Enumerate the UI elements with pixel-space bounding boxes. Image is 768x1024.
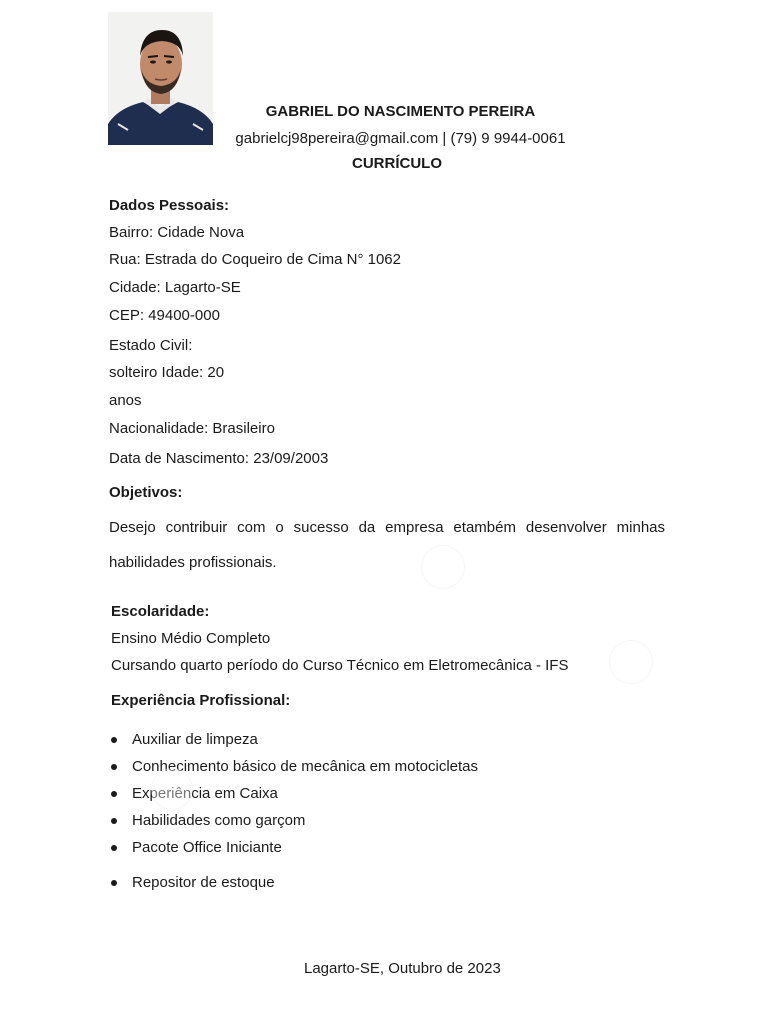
scan-artifact: [609, 640, 653, 684]
experience-item: Pacote Office Iniciante: [132, 839, 282, 856]
education-line: Ensino Médio Completo: [111, 630, 271, 647]
scan-artifact: [421, 545, 465, 589]
personal-line: Rua: Estrada do Coqueiro de Cima N° 1062: [109, 251, 401, 268]
experience-heading: Experiência Profissional:: [111, 692, 291, 709]
footer-place-date: Lagarto-SE, Outubro de 2023: [304, 960, 501, 977]
personal-line: CEP: 49400-000: [109, 307, 220, 324]
personal-line: Bairro: Cidade Nova: [109, 224, 245, 241]
contact-line: gabrielcj98pereira@gmail.com | (79) 9 9944-0061: [235, 130, 566, 147]
personal-data-heading: Dados Pessoais:: [109, 197, 230, 214]
experience-item: Auxiliar de limpeza: [132, 731, 258, 748]
profile-photo: [108, 12, 213, 145]
bullet-dot-icon: [111, 791, 117, 797]
bullet-dot-icon: [111, 737, 117, 743]
document-title: CURRÍCULO: [352, 155, 442, 172]
experience-item: Repositor de estoque: [132, 874, 275, 891]
candidate-name: GABRIEL DO NASCIMENTO PEREIRA: [265, 103, 536, 120]
objectives-heading: Objetivos:: [109, 484, 183, 501]
objectives-text-line: Desejo contribuir com o sucesso da empresa etambém desenvolver minhas: [109, 519, 665, 536]
personal-line: Cidade: Lagarto-SE: [109, 279, 241, 296]
bullet-dot-icon: [111, 880, 117, 886]
experience-item: Conhecimento básico de mecânica em motocicletas: [132, 758, 479, 775]
bullet-dot-icon: [111, 764, 117, 770]
experience-item: Experiência em Caixa: [132, 785, 278, 802]
personal-line: Data de Nascimento: 23/09/2003: [109, 450, 329, 467]
objectives-text-line: habilidades profissionais.: [109, 554, 277, 571]
personal-line: solteiro Idade: 20: [109, 364, 225, 381]
scan-artifact: [151, 768, 193, 810]
bullet-dot-icon: [111, 845, 117, 851]
experience-item: Habilidades como garçom: [132, 812, 306, 829]
education-line: Cursando quarto período do Curso Técnico em Eletromecânica - IFS: [111, 657, 569, 674]
bullet-dot-icon: [111, 818, 117, 824]
personal-line: anos: [109, 392, 142, 409]
education-heading: Escolaridade:: [111, 603, 210, 620]
personal-line: Estado Civil:: [109, 337, 193, 354]
personal-line: Nacionalidade: Brasileiro: [109, 420, 275, 437]
